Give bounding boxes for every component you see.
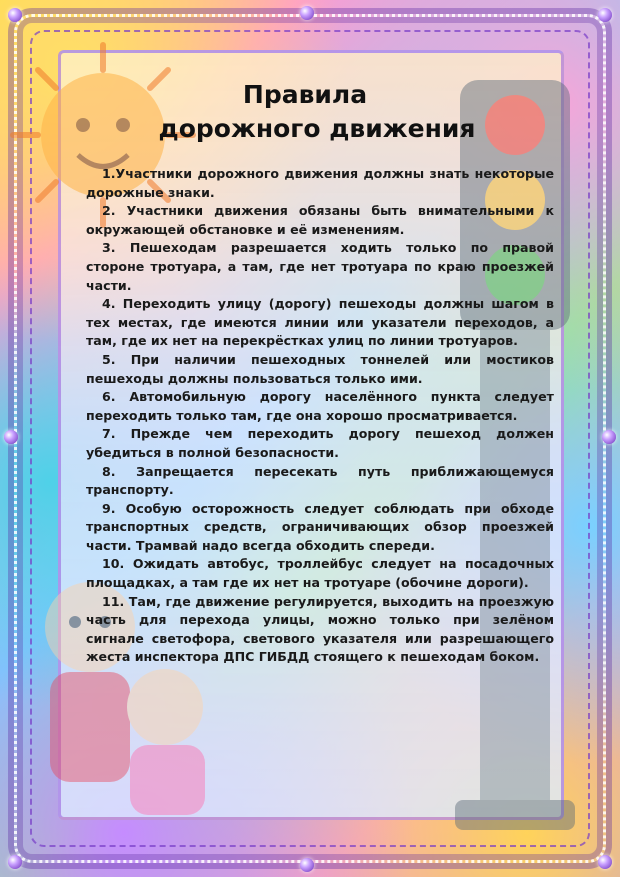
frame-gem [300,6,314,20]
rule-item: 4. Переходить улицу (дорогу) пешеходы должны шагом в тех местах, где имеются линии или указатели переходов, а там, где их нет на перекрёстках улиц по линии тротуаров. [86,296,554,349]
rule-item: 5. При наличии пешеходных тоннелей или мостиков пешеходы должны пользоваться только ими. [86,351,554,386]
rule-item: 6. Автомобильную дорогу населённого пункта следует переходить только там, где она хорошо просматривается. [86,389,554,423]
frame-gem [598,855,612,869]
rule-item: 2. Участники движения обязаны быть внимательными к окружающей обстановке и её изменениям. [86,203,554,237]
title-line-2: дорожного движения [158,114,476,143]
page-title [60,78,560,146]
frame-gem [602,430,616,444]
frame-gem [300,858,314,872]
rule-item: 1.Участники дорожного движения должны знать некоторые дорожные знаки. [86,166,554,200]
rule-item: 7. Прежде чем переходить дорогу пешеход должен убедиться в полной безопасности. [86,426,554,460]
rule-item: 10. Ожидать автобус, троллейбус следует на посадочных площадках, а там где их нет на тротуаре (обочине дороги). [86,556,554,591]
rule-item: 8. Запрещается пересекать путь приближающемуся транспорту. [86,463,554,498]
title-line-1: Правила [242,80,368,109]
rules-list [86,165,554,667]
frame-gem [8,855,22,869]
frame-gem [4,430,18,444]
rule-item: 11. Там, где движение регулируется, выходить на проезжую часть для перехода улицы, можно только при зелёном сигнале светофора, светового указателя или разрешающего жеста инспектора ДПС ГИБДД стоящего к пешеходам боком. [86,593,554,665]
frame-gem [598,8,612,22]
frame-gem [8,8,22,22]
rule-item: 9. Особую осторожность следует соблюдать при обходе транспортных средств, ограничивающих обзор проезжей части. Трамвай надо всегда обходить спереди. [86,500,554,553]
rule-item: 3. Пешеходам разрешается ходить только по правой стороне тротуара, а там, где нет тротуара по краю проезжей части. [86,240,554,293]
